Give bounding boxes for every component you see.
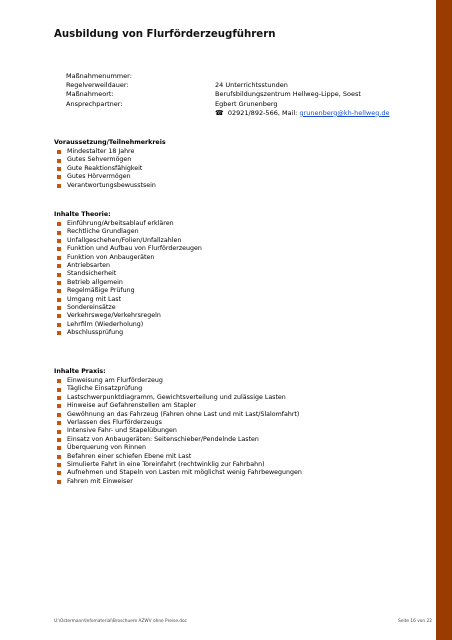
list-item-text: Abschlussprüfung bbox=[67, 329, 124, 337]
list-item bbox=[54, 411, 429, 419]
bullet-icon bbox=[57, 159, 61, 163]
bullet-icon bbox=[57, 231, 61, 235]
section-practice bbox=[54, 368, 429, 486]
list-item-text: Gutes Hörvermögen bbox=[67, 173, 131, 181]
info-label: Maßnahmenummer: bbox=[66, 72, 132, 80]
list-item bbox=[54, 402, 429, 410]
info-value: Egbert Grunenberg bbox=[215, 99, 278, 108]
bullet-icon bbox=[57, 396, 61, 400]
bullet-icon bbox=[57, 314, 61, 318]
list-item bbox=[54, 287, 429, 295]
info-label: Regelverweildauer: bbox=[66, 81, 129, 90]
list-item bbox=[54, 321, 429, 329]
bullet-icon bbox=[57, 421, 61, 425]
info-label-empty bbox=[66, 109, 215, 118]
bullet-icon bbox=[57, 298, 61, 302]
bullet-icon bbox=[57, 167, 61, 171]
list-item bbox=[54, 427, 429, 435]
section-heading: Inhalte Theorie: bbox=[54, 211, 111, 218]
info-value: Berufsbildungszentrum Hellweg-Lippe, Soest bbox=[215, 90, 361, 99]
list-item-text: Tägliche Einsatzprüfung bbox=[67, 385, 143, 393]
list-item bbox=[54, 312, 429, 320]
list-item-text: Lehrfilm (Wiederholung) bbox=[67, 320, 144, 328]
list-item bbox=[54, 270, 429, 278]
email-link[interactable]: grunenberg@kh-hellweg.de bbox=[299, 108, 390, 117]
list-item-text: Lastschwerpunktdiagramm, Gewichtsverteilung und zulässige Lasten bbox=[67, 393, 286, 401]
bullet-icon bbox=[57, 247, 61, 251]
bullet-icon bbox=[57, 175, 61, 179]
list-item bbox=[54, 453, 429, 461]
list-item-text: Einführung/Arbeitsablauf erklären bbox=[67, 220, 174, 227]
bullet-icon bbox=[57, 184, 61, 188]
list-item bbox=[54, 436, 429, 444]
list-item-text: Mindestalter 18 Jahre bbox=[67, 148, 135, 155]
list-item-text: Aufnehmen und Stapeln von Lasten mit möglichst wenig Fahrbewegungen bbox=[67, 469, 302, 477]
list-item-text: Funktion und Aufbau von Flurförderzeugen bbox=[67, 245, 202, 253]
list-item-text: Antriebsarten bbox=[67, 261, 111, 269]
bullet-icon bbox=[57, 413, 61, 417]
list-item-text: Gutes Sehvermögen bbox=[67, 156, 132, 164]
bullet-icon bbox=[57, 331, 61, 335]
list-item bbox=[54, 444, 429, 452]
list-item-text: Einweisung am Flurförderzeug bbox=[67, 377, 163, 384]
info-row bbox=[66, 81, 426, 90]
bullet-icon bbox=[57, 471, 61, 475]
contact-details bbox=[215, 109, 390, 118]
section-heading: Voraussetzung/Teilnehmerkreis bbox=[54, 139, 166, 146]
list-item bbox=[54, 245, 429, 253]
list-item bbox=[54, 173, 429, 181]
info-label: Maßnahmeort: bbox=[66, 90, 114, 99]
list-item bbox=[54, 394, 429, 402]
list-item-text: Simulierte Fahrt in eine Toreinfahrt (rechtwinklig zur Fahrbahn) bbox=[67, 460, 265, 468]
phone-icon: ☎ bbox=[215, 108, 224, 117]
list-item-text: Gewöhnung an das Fahrzeug (Fahren ohne Last und mit Last/Slalomfahrt) bbox=[67, 410, 300, 418]
page-title: Ausbildung von Flurförderzeugführern bbox=[54, 29, 276, 40]
list-item-text: Umgang mit Last bbox=[67, 295, 122, 303]
list-item-text: Rechtliche Grundlagen bbox=[67, 228, 139, 236]
bullet-icon bbox=[57, 273, 61, 277]
list-item-text: Unfallgeschehen/Folien/Unfallzahlen bbox=[67, 236, 182, 244]
bullet-icon bbox=[57, 323, 61, 327]
bullet-icon bbox=[57, 388, 61, 392]
bullet-icon bbox=[57, 455, 61, 459]
list-item-text: Betrieb allgemein bbox=[67, 278, 123, 286]
phone-text: 02921/892-566, Mail: bbox=[227, 108, 298, 117]
side-color-bar bbox=[436, 0, 452, 640]
list-item-text: Verlassen des Flurförderzeugs bbox=[67, 418, 162, 426]
bullet-icon bbox=[57, 463, 61, 467]
bullet-icon bbox=[57, 379, 61, 383]
bullet-icon bbox=[57, 239, 61, 243]
list-item-text: Intensive Fahr- und Stapelübungen bbox=[67, 427, 177, 435]
list-item bbox=[54, 377, 429, 385]
list-item bbox=[54, 296, 429, 304]
list-item bbox=[54, 182, 429, 190]
list-item bbox=[54, 279, 429, 287]
list-item bbox=[54, 228, 429, 236]
bullet-icon bbox=[57, 222, 61, 226]
list-item-text: Verantwortungsbewusstsein bbox=[67, 181, 156, 189]
list-item-text: Standsicherheit bbox=[67, 270, 117, 278]
section-heading: Inhalte Praxis: bbox=[54, 368, 106, 375]
section-theory bbox=[54, 211, 429, 337]
section-requirements bbox=[54, 139, 429, 190]
bullet-icon bbox=[57, 150, 61, 154]
list-item bbox=[54, 165, 429, 173]
list-item-text: Gute Reaktionsfähigkeit bbox=[67, 164, 143, 172]
list-item bbox=[54, 461, 429, 469]
info-row bbox=[66, 90, 426, 99]
info-row bbox=[66, 100, 426, 109]
bullet-icon bbox=[57, 430, 61, 434]
bullet-icon bbox=[57, 306, 61, 310]
list-item bbox=[54, 385, 429, 393]
list-item bbox=[54, 469, 429, 477]
list-item-text: Hinweise auf Gefahrenstellen am Stapler bbox=[67, 402, 197, 410]
info-row bbox=[66, 72, 426, 81]
list-item bbox=[54, 478, 429, 486]
course-info bbox=[66, 72, 426, 118]
bullet-icon bbox=[57, 438, 61, 442]
bullet-icon bbox=[57, 289, 61, 293]
list-item-text: Funktion von Anbaugeräten bbox=[67, 253, 155, 261]
bullet-icon bbox=[57, 281, 61, 285]
info-label: Ansprechpartner: bbox=[66, 99, 123, 108]
info-value: 24 Unterrichtsstunden bbox=[215, 81, 288, 90]
footer-page-number: Seite 16 von 22 bbox=[398, 619, 432, 624]
list-item bbox=[54, 156, 429, 164]
list-item bbox=[54, 262, 429, 270]
list-item bbox=[54, 148, 429, 156]
bullet-icon bbox=[57, 404, 61, 408]
list-item-text: Verkehrswege/Verkehrsregeln bbox=[67, 312, 161, 320]
list-item bbox=[54, 254, 429, 262]
list-item-text: Einsatz von Anbaugeräten: Seitenschieber/Pendelnde Lasten bbox=[67, 435, 259, 443]
list-item bbox=[54, 329, 429, 337]
bullet-icon bbox=[57, 256, 61, 260]
bullet-icon bbox=[57, 264, 61, 268]
list-item bbox=[54, 220, 429, 228]
footer-file-path: U:\Ostermann\Infomaterial\Broschuere AZWV ohne Preise.doc bbox=[54, 619, 188, 624]
list-item bbox=[54, 419, 429, 427]
list-item-text: Sondereinsätze bbox=[67, 303, 116, 311]
list-item-text: Überquerung von Rinnen bbox=[67, 444, 146, 452]
bullet-icon bbox=[57, 480, 61, 484]
list-item bbox=[54, 304, 429, 312]
list-item bbox=[54, 237, 429, 245]
list-item-text: Fahren mit Einweiser bbox=[67, 477, 133, 485]
list-item-text: Befahren einer schiefen Ebene mit Last bbox=[67, 452, 192, 460]
bullet-icon bbox=[57, 446, 61, 450]
list-item-text: Regelmäßige Prüfung bbox=[67, 287, 135, 295]
contact-row bbox=[66, 109, 426, 118]
